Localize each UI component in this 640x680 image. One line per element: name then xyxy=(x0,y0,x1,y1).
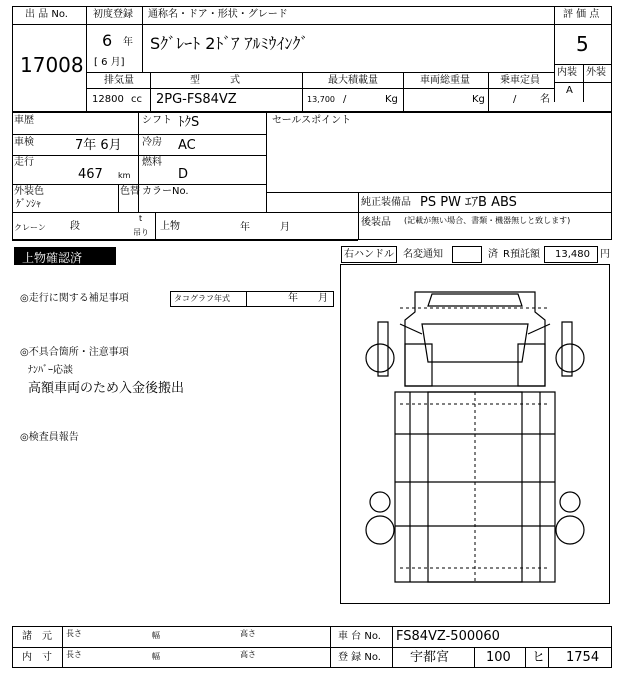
gross-weight-label: 車両総重量 xyxy=(420,75,470,86)
gross-weight-unit: Kg xyxy=(472,94,485,105)
spec-label: 諸 元 xyxy=(22,631,52,642)
divider xyxy=(246,291,247,307)
fuel-label: 燃料 xyxy=(142,157,162,168)
cargo-body xyxy=(395,392,555,582)
divider xyxy=(358,192,359,212)
color-no-label: 色替 xyxy=(120,186,140,197)
displacement-value: 12800 xyxy=(92,94,124,105)
recycle-unit: 円 xyxy=(600,249,610,260)
crane-label: クレーン xyxy=(14,223,46,232)
displacement-unit: cc xyxy=(131,94,142,105)
wheel-rear-right xyxy=(556,516,584,544)
driving-notes-title: ◎走行に関する補足事項 xyxy=(20,293,129,304)
door-right xyxy=(518,344,545,386)
cab-roof xyxy=(428,294,522,306)
divider xyxy=(12,24,86,25)
spec-length-label: 長さ xyxy=(66,629,82,638)
cargo-floor xyxy=(428,392,522,582)
recycle-mark: 済 xyxy=(488,249,498,260)
crane-stage: 段 xyxy=(70,221,80,232)
inspector-title: ◎検査員報告 xyxy=(20,432,79,443)
equipment-value: PS PW ｴｱB ABS xyxy=(420,195,517,210)
divider xyxy=(86,72,554,73)
color-value: ｹﾞﾝｼｬ xyxy=(16,199,41,210)
divider xyxy=(118,184,119,212)
wheel-rear-left xyxy=(366,516,394,544)
wheel-front-left xyxy=(366,344,394,372)
divider xyxy=(12,155,266,156)
divider xyxy=(525,647,526,668)
sales-point-label: セールスポイント xyxy=(272,115,352,126)
first-reg-label: 初度登録 xyxy=(93,9,133,20)
body-year: 年 xyxy=(240,222,250,233)
chassis-number: FS84VZ-500060 xyxy=(396,629,500,644)
defects-title: ◎不具合箇所・注意事項 xyxy=(20,347,129,358)
max-load-slash: / xyxy=(343,94,347,105)
divider xyxy=(330,626,331,668)
name-change-label: 名変通知 xyxy=(403,249,443,260)
dims-length-label: 長さ xyxy=(66,650,82,659)
aftermarket-note: (記載が無い場合、書類・機器無しと致します) xyxy=(404,216,571,225)
lot-label: 出 品 No. xyxy=(25,9,68,20)
recycle-amount: 13,480 xyxy=(555,249,590,260)
spec-width-label: 幅 xyxy=(152,631,160,640)
divider xyxy=(12,240,358,241)
divider xyxy=(86,24,554,25)
tachograph-month: 月 xyxy=(318,293,328,304)
divider xyxy=(358,212,359,240)
dims-height-label: 高さ xyxy=(240,650,256,659)
tachograph-year: 年 xyxy=(288,293,298,304)
ac-value: AC xyxy=(178,138,196,153)
ac-label: 冷房 xyxy=(142,137,162,148)
mileage-unit: km xyxy=(118,171,131,180)
truck-top-view-diagram xyxy=(340,264,610,604)
reg-area: 宇都宮 xyxy=(410,650,450,665)
body-month: 月 xyxy=(280,222,290,233)
divider xyxy=(62,626,63,668)
mirror-right xyxy=(562,322,572,376)
divider xyxy=(548,647,549,668)
divider xyxy=(86,6,87,112)
divider xyxy=(583,64,584,102)
inspection-value: 7年 6月 xyxy=(75,138,122,153)
aftermarket-label: 後装品 xyxy=(361,217,391,228)
mirror-left xyxy=(378,322,388,376)
reg-label: 登 録 No. xyxy=(338,652,381,663)
lot-number: 17008 xyxy=(20,53,84,77)
door-left xyxy=(405,344,432,386)
capacity-label: 乗車定員 xyxy=(500,75,540,86)
shift-label: シフト xyxy=(142,115,172,126)
displacement-label: 排気量 xyxy=(104,75,134,86)
chassis-label: 車 台 No. xyxy=(338,631,381,642)
defect-2: 高額車両のため入金後搬出 xyxy=(28,381,185,396)
color-label: 外装色 xyxy=(14,186,44,197)
interior-grade: A xyxy=(566,85,573,96)
max-load-unit: Kg xyxy=(385,94,398,105)
divider xyxy=(474,647,475,668)
max-load-label: 最大積載量 xyxy=(328,75,378,86)
reg-class: 100 xyxy=(486,650,511,665)
windshield xyxy=(422,324,528,362)
divider xyxy=(488,72,489,112)
reg-kana: ヒ xyxy=(532,650,546,665)
divider xyxy=(138,112,139,212)
interior-label: 内装 xyxy=(557,67,577,78)
inspection-label: 車検 xyxy=(14,137,34,148)
divider xyxy=(392,626,393,668)
body-label: 上物 xyxy=(160,221,180,232)
max-load-value: 13,700 xyxy=(307,95,335,104)
divider xyxy=(155,212,156,240)
interior-dims-label: 内 寸 xyxy=(22,652,52,663)
fuel-value: D xyxy=(178,167,189,182)
divider xyxy=(12,212,612,213)
capacity-unit: 名 xyxy=(540,94,550,105)
first-reg-month: [ 6 月] xyxy=(94,57,125,68)
divider xyxy=(403,72,404,112)
exterior-label: 外装 xyxy=(586,67,606,78)
crane-t: t xyxy=(139,214,143,223)
color-code-label: カラーNo. xyxy=(142,186,189,197)
model-desc: Sｸﾞﾚｰﾄ 2ﾄﾞｱ ｱﾙﾐｳｲﾝｸﾞ xyxy=(150,34,309,53)
divider xyxy=(86,88,554,89)
capacity-slash: / xyxy=(513,94,517,105)
divider xyxy=(266,112,267,212)
divider xyxy=(150,72,151,112)
divider xyxy=(142,6,143,72)
model-type-label: 型 式 xyxy=(190,75,240,86)
first-reg-year: 6 xyxy=(102,31,113,50)
crane-hook: 吊り xyxy=(133,228,149,237)
divider xyxy=(266,192,612,193)
divider xyxy=(12,184,266,185)
divider xyxy=(554,6,555,102)
tachograph-label: タコグラフ年式 xyxy=(174,294,230,303)
model-type-value: 2PG-FS84VZ xyxy=(156,92,237,107)
divider xyxy=(302,72,303,112)
defect-1: ﾅﾝﾊﾞｰ応談 xyxy=(28,365,73,376)
spec-height-label: 高さ xyxy=(240,629,256,638)
divider xyxy=(554,24,612,25)
divider xyxy=(12,134,266,135)
right-hand-label: 右ハンドル xyxy=(344,249,394,260)
reg-number: 1754 xyxy=(566,650,600,665)
mileage-label: 走行 xyxy=(14,157,34,168)
grade-label: 評 価 点 xyxy=(563,9,600,20)
year-unit: 年 xyxy=(123,37,133,48)
name-change-box xyxy=(452,246,482,263)
dims-width-label: 幅 xyxy=(152,652,160,661)
confirmed-banner: 上物確認済 xyxy=(14,247,116,265)
grade-value: 5 xyxy=(576,32,589,56)
model-desc-label: 通称名・ドア・形状・グレード xyxy=(148,9,288,20)
equipment-label: 純正装備品 xyxy=(361,197,411,208)
divider xyxy=(554,82,612,83)
divider xyxy=(12,647,612,648)
mileage-value: 467 xyxy=(78,167,103,182)
shift-value: ﾄｸS xyxy=(178,115,200,130)
wheel-front-right xyxy=(556,344,584,372)
history-label: 車歴 xyxy=(14,115,34,126)
recycle-label: R預託額 xyxy=(503,249,540,260)
